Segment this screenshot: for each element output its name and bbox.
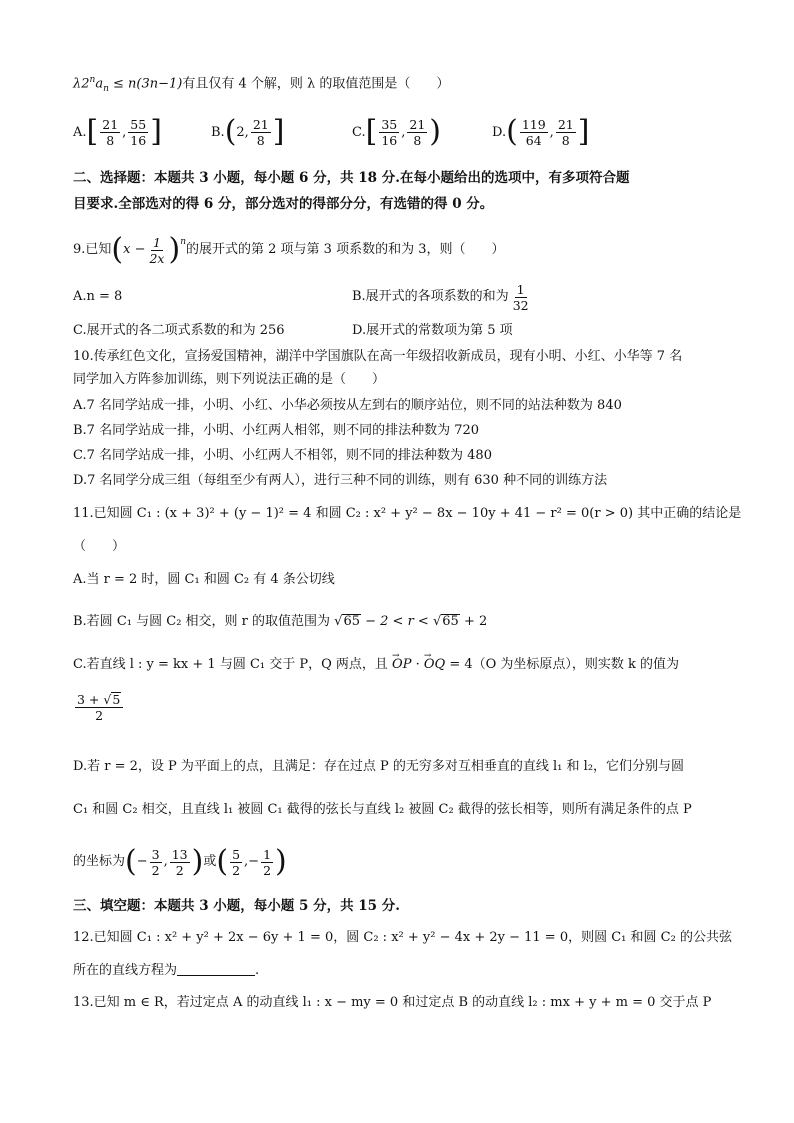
vector-oq: → OQ bbox=[424, 655, 445, 675]
q11-option-c-answer bbox=[73, 692, 125, 723]
q9-option-a[interactable]: A.n = 8 bbox=[73, 289, 123, 304]
q8-options bbox=[73, 112, 733, 152]
section2-heading-line2: 目要求.全部选对的得 6 分，部分选对的得部分分，有选错的得 0 分。 bbox=[73, 196, 494, 212]
fraction: $\frac{21}{8}$ bbox=[409, 116, 426, 148]
q11-option-c[interactable]: C.若直线 l : y = kx + 1 与圆 C₁ 交于 P，Q 两点，且 → OP · → OQ = 4（O 为坐标原点），则实数 k 的值为 bbox=[73, 655, 679, 675]
fraction: $\frac{21}{8}$ bbox=[252, 116, 269, 148]
fraction: $\frac{35}{16}$ bbox=[381, 116, 398, 148]
q9-option-d[interactable]: D.展开式的常数项为第 5 项 bbox=[352, 323, 513, 338]
q10-stem-line2: 同学加入方阵参加训练，则下列说法正确的是（ ） bbox=[73, 372, 386, 387]
section3-heading: 三、填空题：本题共 3 小题，每小题 5 分，共 15 分. bbox=[73, 898, 400, 914]
fraction: $\frac{3}{2}$ bbox=[151, 846, 160, 878]
q11-option-d-line2: C₁ 和圆 C₂ 相交，且直线 l₁ 被圆 C₁ 截得的弦长与直线 l₂ 被圆 C₂ 截得的弦长相等，则所有满足条件的点 P bbox=[73, 802, 692, 817]
fraction: $\frac{119}{64}$ bbox=[521, 116, 546, 148]
q12-stem-line1: 12.已知圆 C₁ : x² + y² + 2x − 6y + 1 = 0，圆 C₂ : x² + y² − 4x + 2y − 11 = 0，则圆 C₁ 和圆 C₂ 的公共弦 bbox=[73, 930, 732, 945]
q8-option-b[interactable]: B. ( 2, $\frac{21}{8}$ ] bbox=[211, 114, 285, 149]
q11-stem-line1: 11.已知圆 C₁ : (x + 3)² + (y − 1)² = 4 和圆 C₂ : x² + y² − 8x − 10y + 41 − r² = 0(r > 0) 其中正确的结论是 bbox=[73, 506, 742, 521]
q8-option-a[interactable]: A. [ $\frac{21}{8}$ , $\frac{55}{16}$ ] bbox=[73, 114, 162, 149]
q9-option-b[interactable]: B.展开式的各项系数的和为 $\frac{1}{32}$ bbox=[352, 281, 529, 313]
fraction: $\frac{3 + √5}{2}$ bbox=[75, 692, 123, 723]
q10-option-a[interactable]: A.7 名同学站成一排，小明、小红、小华必须按从左到右的顺序站位，则不同的站法种数为 840 bbox=[73, 398, 622, 413]
fraction: $\frac{1}{2x}$ bbox=[149, 234, 165, 266]
fraction: $\frac{1}{32}$ bbox=[512, 281, 529, 313]
fraction: $\frac{55}{16}$ bbox=[130, 116, 147, 148]
q10-option-c[interactable]: C.7 名同学站成一排，小明、小红两人不相邻，则不同的排法种数为 480 bbox=[73, 448, 492, 463]
q9-stem: 9.已知 ( x − $\frac{1}{2x}$ ) $^n$ 的展开式的第 2 项与第 3 项系数的和为 3，则（ ） bbox=[73, 232, 505, 267]
q10-option-b[interactable]: B.7 名同学站成一排，小明、小红两人相邻，则不同的排法种数为 720 bbox=[73, 423, 480, 438]
vector-op: → OP bbox=[392, 655, 411, 675]
fraction: $\frac{21}{8}$ bbox=[557, 116, 574, 148]
q13-stem-line1: 13.已知 m ∈ R，若过定点 A 的动直线 l₁ : x − my = 0 和过定点 B 的动直线 l₂ : mx + y + m = 0 交于点 P bbox=[73, 995, 712, 1010]
q11-option-b[interactable]: B.若圆 C₁ 与圆 C₂ 相交，则 r 的取值范围为 √65 − 2 < r < √65 + 2 bbox=[73, 614, 488, 629]
q10-option-d[interactable]: D.7 名同学分成三组（每组至少有两人），进行三种不同的训练，则有 630 种不同的训练方法 bbox=[73, 473, 608, 488]
q12-stem-line2: 所在的直线方程为 . bbox=[73, 963, 260, 978]
section2-heading-line1: 二、选择题：本题共 3 小题，每小题 6 分，共 18 分.在每小题给出的选项中，有多项符合题 bbox=[73, 170, 630, 186]
q8-option-c[interactable]: C. [ $\frac{35}{16}$ , $\frac{21}{8}$ ) bbox=[352, 114, 442, 149]
q11-stem-line2: （ ） bbox=[73, 539, 126, 554]
q8-option-d[interactable]: D. ( $\frac{119}{64}$ , $\frac{21}{8}$ ] bbox=[492, 114, 590, 149]
fraction: $\frac{5}{2}$ bbox=[232, 846, 241, 878]
fraction: $\frac{1}{2}$ bbox=[263, 846, 272, 878]
q11-option-d-line3: 的坐标为 ( − $\frac{3}{2}$ , $\frac{13}{2}$ ) 或 ( $\frac{5}{2}$ ,− $\frac{1}{2}$ ) bbox=[73, 844, 287, 879]
fraction: $\frac{13}{2}$ bbox=[171, 846, 188, 878]
q11-option-a[interactable]: A.当 r = 2 时，圆 C₁ 和圆 C₂ 有 4 条公切线 bbox=[73, 572, 335, 587]
q9-option-c[interactable]: C.展开式的各二项式系数的和为 256 bbox=[73, 323, 285, 338]
q10-stem-line1: 10.传承红色文化，宣扬爱国精神，湖洋中学国旗队在高一年级招收新成员，现有小明、小红、小华等 7 名 bbox=[73, 349, 683, 364]
q8-stem-tail: $\lambda 2^na_n \le n(3n-1)$有且仅有 4 个解，则 λ 的取值范围是（ ） bbox=[73, 75, 450, 94]
q11-option-d-line1[interactable]: D.若 r = 2，设 P 为平面上的点，且满足：存在过点 P 的无穷多对互相垂直的直线 l₁ 和 l₂，它们分别与圆 bbox=[73, 759, 685, 774]
answer-blank[interactable] bbox=[177, 961, 255, 976]
fraction: $\frac{21}{8}$ bbox=[102, 116, 119, 148]
